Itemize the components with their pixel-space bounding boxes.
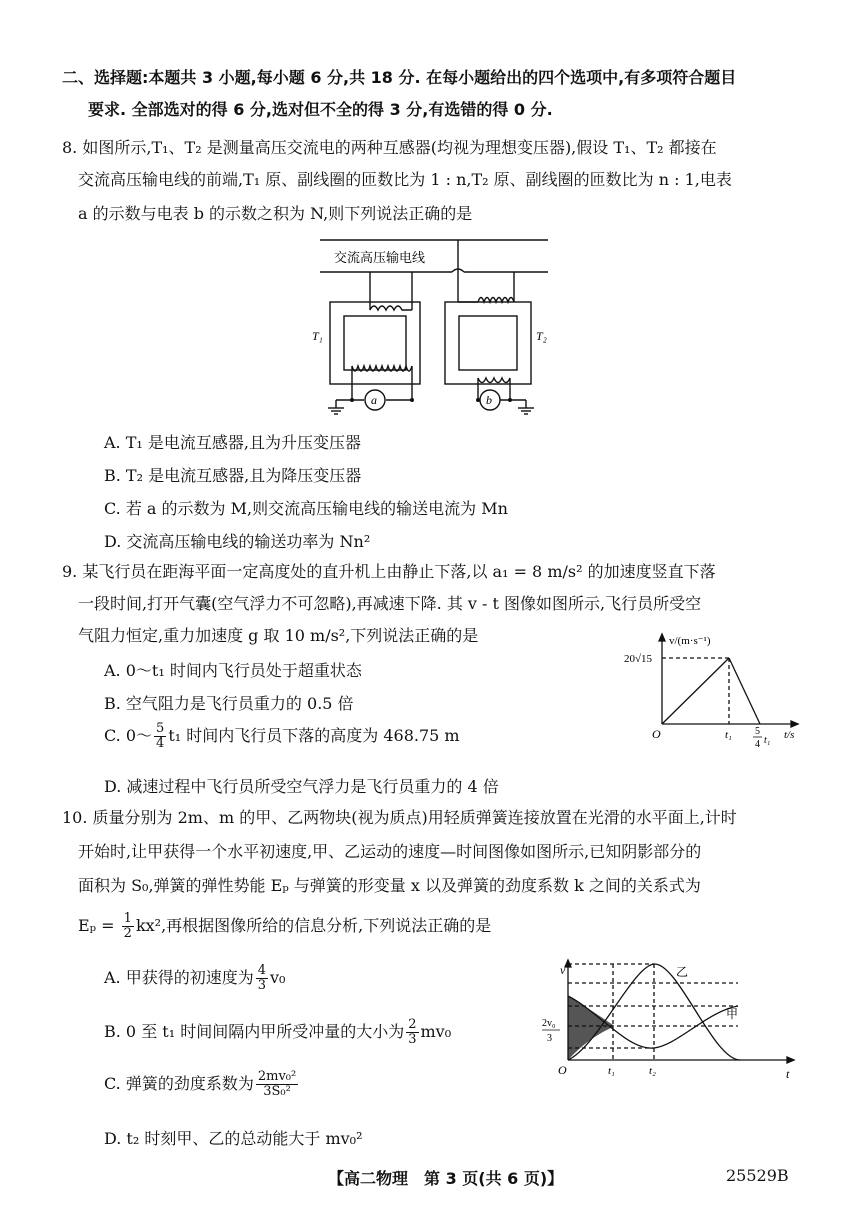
q9-option-c-prefix: C. 0～ — [104, 726, 153, 745]
q9-option-a: A. 0～t₁ 时间内飞行员处于超重状态 — [104, 661, 362, 680]
q10-vt-graph — [538, 956, 808, 1086]
ep-prefix: Eₚ = — [78, 916, 120, 935]
v-label-den: 3 — [547, 1033, 552, 1044]
t2-label: t₂ — [649, 1065, 656, 1077]
q9-option-d: D. 减速过程中飞行员所受空气浮力是飞行员重力的 4 倍 — [104, 777, 499, 796]
q9-option-b: B. 空气阻力是飞行员重力的 0.5 倍 — [104, 694, 354, 713]
section-heading-line1: 二、选择题:本题共 3 小题,每小题 6 分,共 18 分. 在每小题给出的四个选项中,有多项符合题目 — [62, 68, 737, 87]
q8-line1: 8. 如图所示,T₁、T₂ 是测量高压交流电的两种互感器(均视为理想变压器),假设 T₁、T₂ 都接在 — [62, 138, 717, 157]
q9-line3: 气阻力恒定,重力加速度 g 取 10 m/s²,下列说法正确的是 — [78, 626, 479, 645]
q9-line2: 一段时间,打开气囊(空气浮力不可忽略),再减速下降. 其 v - t 图像如图所示,飞行员所受空 — [78, 594, 702, 613]
q10-line4 — [78, 912, 491, 941]
q8-option-c: C. 若 a 的示数为 M,则交流高压输电线的输送电流为 Mn — [104, 499, 508, 518]
q9-option-c-suffix: t₁ 时间内飞行员下落的高度为 468.75 m — [168, 726, 460, 745]
vmax-label: 20√15 — [624, 653, 653, 665]
y-axis-label: v/(m·s⁻¹) — [669, 635, 711, 647]
label-t2: T₂ — [536, 329, 547, 343]
label-t1: T₁ — [312, 329, 323, 343]
fraction: $\frac{5}{4}$ — [156, 721, 165, 751]
q9-line1: 9. 某飞行员在距海平面一定高度处的直升机上由静止下落,以 a₁ = 8 m/s² 的加速度竖直下落 — [62, 562, 716, 581]
t2-core-inner — [459, 316, 517, 370]
t1-label: t₁ — [608, 1065, 615, 1077]
t1-label: t₁ — [725, 729, 732, 741]
t2-frac-den: 4 — [755, 739, 760, 750]
q10-line3: 面积为 S₀,弹簧的弹性势能 Eₚ 与弹簧的形变量 x 以及弹簧的劲度系数 k 之间的关系式为 — [78, 876, 701, 895]
t2-label: t₁ — [764, 735, 771, 746]
q9-vt-graph — [612, 628, 812, 758]
t2-frac-num: 5 — [755, 726, 760, 737]
q8-option-a: A. T₁ 是电流互感器,且为升压变压器 — [104, 433, 361, 452]
fraction: $\frac{1}{2}$ — [123, 911, 132, 941]
t2-core-outer — [445, 302, 531, 384]
q10-line1: 10. 质量分别为 2m、m 的甲、乙两物块(视为质点)用轻质弹簧连接放置在光滑的水平面上,计时 — [62, 808, 737, 827]
v-label-num: 2v₀ — [542, 1018, 556, 1029]
decel-line — [729, 658, 760, 724]
origin-label: O — [652, 727, 661, 741]
paper-code: 25529B — [726, 1166, 789, 1185]
q8-option-d: D. 交流高压输电线的输送功率为 Nn² — [104, 532, 371, 551]
curve-yi-label: 乙 — [676, 965, 689, 979]
q8-option-b: B. T₂ 是电流互感器,且为降压变压器 — [104, 466, 362, 485]
meter-b-label: b — [486, 393, 492, 407]
q10-option-d: D. t₂ 时刻甲、乙的总动能大于 mv₀² — [104, 1129, 363, 1148]
q9-option-c — [104, 722, 460, 751]
meter-a-label: a — [371, 393, 377, 407]
q10-line2: 开始时,让甲获得一个水平初速度,甲、乙运动的速度—时间图像如图所示,已知阴影部分的 — [78, 842, 702, 861]
diagram-title: 交流高压输电线 — [334, 250, 426, 265]
q10-option-a: A. 甲获得的初速度为 $\frac{4}{3}$ v₀ — [104, 963, 286, 993]
page-footer: 【高二物理 第 3 页(共 6 页)】 — [328, 1169, 564, 1188]
ep-suffix: kx²,再根据图像所给的信息分析,下列说法正确的是 — [135, 916, 492, 935]
curve-jia-label: 甲 — [726, 1007, 739, 1021]
accel-line — [662, 658, 729, 724]
q10-option-c: C. 弹簧的劲度系数为 $\frac{\text{2mv₀²}}{\text{3S₀²}}$ — [104, 1069, 297, 1099]
x-axis-label: t/s — [784, 729, 795, 741]
q8-line2: 交流高压输电线的前端,T₁ 原、副线圈的匝数比为 1 : n,T₂ 原、副线圈的匝数比为 n : 1,电表 — [78, 170, 732, 189]
transformer-diagram — [300, 232, 570, 418]
v-axis-label: v — [560, 963, 566, 977]
q10-option-b: B. 0 至 t₁ 时间间隔内甲所受冲量的大小为 $\frac{2}{3}$ mv₀ — [104, 1017, 452, 1047]
t1-core-inner — [344, 316, 406, 370]
t-axis-label: t — [786, 1067, 790, 1081]
q8-line3: a 的示数与电表 b 的示数之积为 N,则下列说法正确的是 — [78, 204, 473, 223]
origin-label: O — [558, 1063, 567, 1077]
section-heading-line2: 要求. 全部选对的得 6 分,选对但不全的得 3 分,有选错的得 0 分. — [88, 100, 553, 119]
